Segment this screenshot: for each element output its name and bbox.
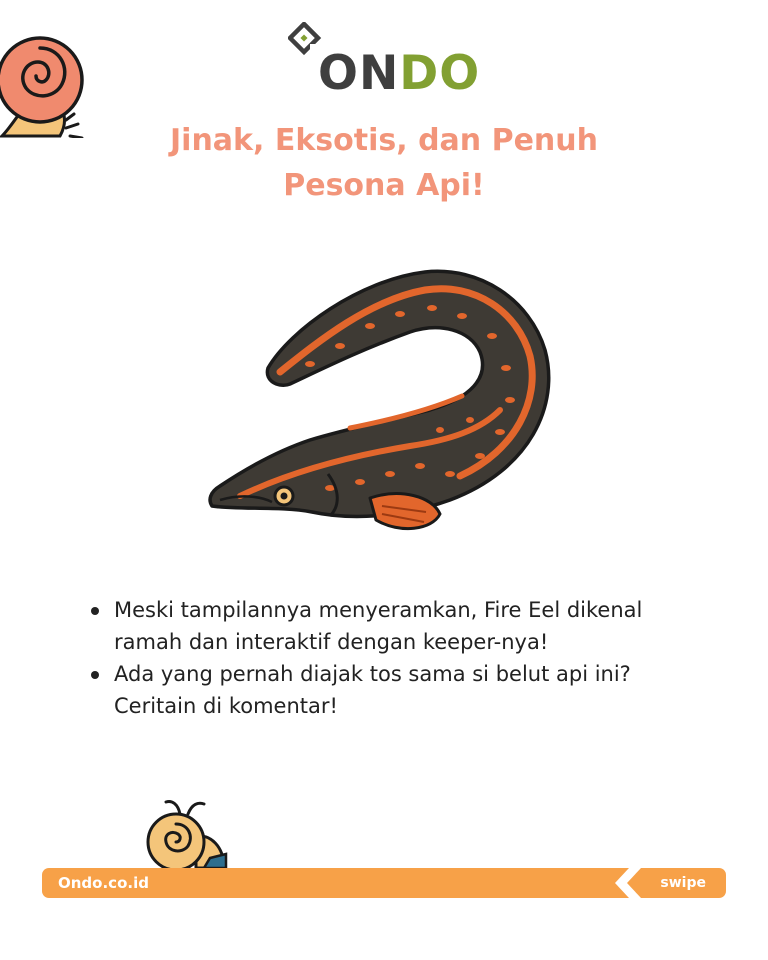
headline <box>84 118 684 208</box>
logo-wordmark <box>318 48 480 100</box>
headline-line-2: Pesona Api! <box>283 168 485 203</box>
footer-site-link[interactable]: Ondo.co.id <box>58 874 149 892</box>
snail-peeking-icon <box>140 796 230 868</box>
headline-line-1: Jinak, Eksotis, dan Penuh <box>170 123 598 158</box>
fire-eel-icon <box>200 260 570 550</box>
list-item: Meski tampilannya menyeramkan, Fire Eel dikenal ramah dan interaktif dengan keeper-nya! <box>88 594 708 658</box>
bullet-list <box>88 594 708 722</box>
logo-text-on: ON <box>318 46 400 101</box>
list-item: Ada yang pernah diajak tos sama si belut api ini? Ceritain di komentar! <box>88 658 708 722</box>
footer-bar <box>42 868 726 898</box>
swipe-button[interactable]: swipe <box>660 875 706 891</box>
logo-text-do: DO <box>399 46 481 101</box>
snail-icon <box>0 18 90 138</box>
chevron-left-icon <box>607 868 667 898</box>
ondo-logo <box>288 22 488 102</box>
